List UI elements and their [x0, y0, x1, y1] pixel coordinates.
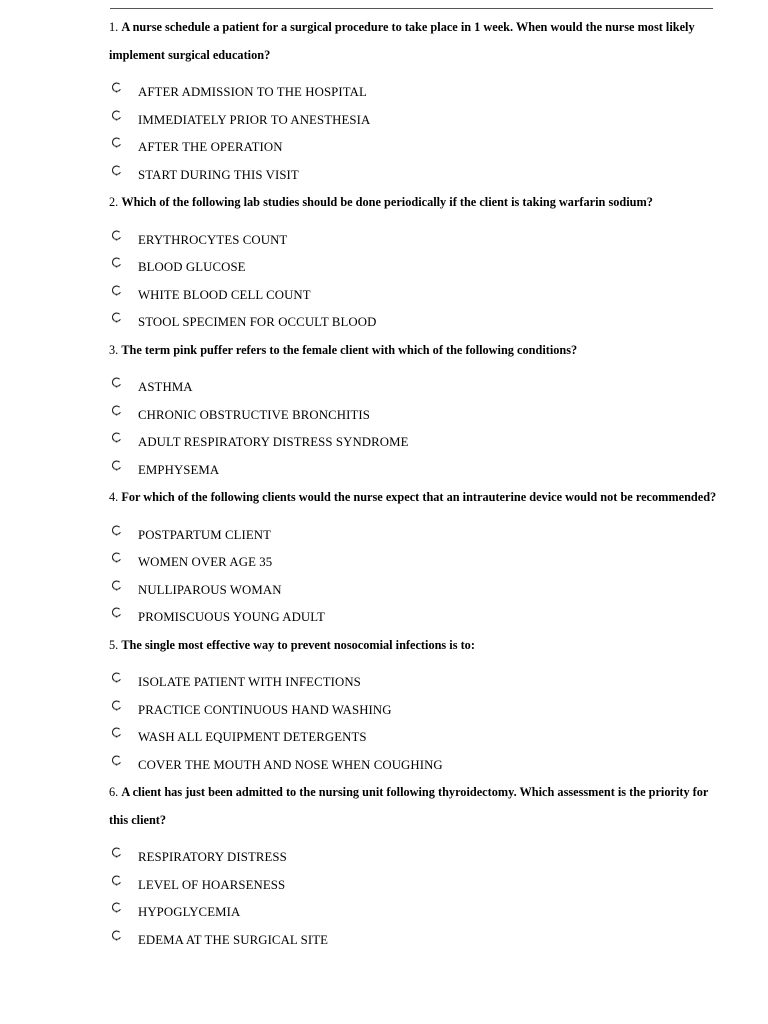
radio-button-icon[interactable]	[111, 285, 122, 296]
question-number: 3.	[109, 342, 119, 357]
radio-button-icon[interactable]	[111, 405, 122, 416]
radio-button-icon[interactable]	[111, 847, 122, 858]
question	[109, 779, 719, 954]
answer-option[interactable]	[109, 844, 719, 872]
answer-option[interactable]	[109, 309, 719, 337]
radio-button-icon[interactable]	[111, 755, 122, 766]
question-text	[109, 632, 719, 660]
answer-option[interactable]	[109, 899, 719, 927]
option-list	[109, 217, 719, 337]
answer-option[interactable]	[109, 872, 719, 900]
question	[109, 484, 719, 632]
radio-button-icon[interactable]	[111, 165, 122, 176]
radio-button-icon[interactable]	[111, 257, 122, 268]
option-list	[109, 659, 719, 779]
radio-button-icon[interactable]	[111, 460, 122, 471]
top-divider	[110, 8, 713, 9]
question-stem: Which of the following lab studies should be done periodically if the client is taking warfarin sodium?	[121, 195, 653, 209]
radio-button-icon[interactable]	[111, 525, 122, 536]
radio-button-icon[interactable]	[111, 137, 122, 148]
question-number: 2.	[109, 195, 119, 209]
answer-option-label: CHRONIC OBSTRUCTIVE BRONCHITIS	[138, 407, 370, 422]
answer-option-label: BLOOD GLUCOSE	[138, 260, 246, 275]
answer-option[interactable]	[109, 162, 719, 190]
question	[109, 189, 719, 337]
answer-option-label: WASH ALL EQUIPMENT DETERGENTS	[138, 730, 367, 745]
radio-button-icon[interactable]	[111, 580, 122, 591]
radio-button-icon[interactable]	[111, 875, 122, 886]
question-text	[109, 189, 719, 217]
radio-button-icon[interactable]	[111, 902, 122, 913]
answer-option-label: PRACTICE CONTINUOUS HAND WASHING	[138, 702, 392, 717]
answer-option[interactable]	[109, 669, 719, 697]
answer-option[interactable]	[109, 374, 719, 402]
answer-option-label: EDEMA AT THE SURGICAL SITE	[138, 932, 329, 947]
question-stem: A nurse schedule a patient for a surgical procedure to take place in 1 week. When would the nurse most likely implement surgical education?	[109, 20, 695, 62]
answer-option[interactable]	[109, 254, 719, 282]
answer-option[interactable]	[109, 724, 719, 752]
question	[109, 632, 719, 780]
answer-option[interactable]	[109, 134, 719, 162]
option-list	[109, 834, 719, 954]
radio-button-icon[interactable]	[111, 230, 122, 241]
answer-option-label: RESPIRATORY DISTRESS	[138, 850, 287, 865]
answer-option[interactable]	[109, 107, 719, 135]
answer-option[interactable]	[109, 402, 719, 430]
answer-option-label: START DURING THIS VISIT	[138, 167, 299, 182]
question-stem: For which of the following clients would the nurse expect that an intrauterine device would not be recommended?	[121, 490, 717, 504]
answer-option[interactable]	[109, 79, 719, 107]
question	[109, 14, 719, 189]
question-text	[109, 484, 719, 512]
answer-option-label: ADULT RESPIRATORY DISTRESS SYNDROME	[138, 435, 409, 450]
answer-option[interactable]	[109, 522, 719, 550]
question-stem: A client has just been admitted to the nursing unit following thyroidectomy. Which assessment is the priority for this client?	[109, 785, 709, 827]
radio-button-icon[interactable]	[111, 552, 122, 563]
radio-button-icon[interactable]	[111, 377, 122, 388]
answer-option[interactable]	[109, 697, 719, 725]
question-text	[109, 337, 719, 365]
answer-option[interactable]	[109, 227, 719, 255]
question-number: 5.	[109, 637, 119, 652]
radio-button-icon[interactable]	[111, 432, 122, 443]
answer-option-label: NULLIPAROUS WOMAN	[138, 582, 282, 597]
question-number: 6.	[109, 785, 119, 799]
question-number: 4.	[109, 490, 119, 504]
answer-option-label: ISOLATE PATIENT WITH INFECTIONS	[138, 675, 361, 690]
option-list	[109, 364, 719, 484]
answer-option-label: WHITE BLOOD CELL COUNT	[138, 287, 311, 302]
answer-option-label: HYPOGLYCEMIA	[138, 905, 241, 920]
question-stem: The term pink puffer refers to the female client with which of the following conditions?	[121, 342, 578, 357]
answer-option-label: PROMISCUOUS YOUNG ADULT	[138, 610, 325, 625]
answer-option[interactable]	[109, 752, 719, 780]
radio-button-icon[interactable]	[111, 672, 122, 683]
question-text	[109, 779, 719, 834]
radio-button-icon[interactable]	[111, 727, 122, 738]
answer-option-label: AFTER ADMISSION TO THE HOSPITAL	[138, 85, 367, 100]
answer-option-label: POSTPARTUM CLIENT	[138, 527, 272, 542]
option-list	[109, 512, 719, 632]
answer-option[interactable]	[109, 577, 719, 605]
question-text	[109, 14, 719, 69]
radio-button-icon[interactable]	[111, 930, 122, 941]
answer-option-label: AFTER THE OPERATION	[138, 140, 283, 155]
question-list	[109, 14, 719, 954]
answer-option[interactable]	[109, 457, 719, 485]
answer-option-label: ERYTHROCYTES COUNT	[138, 232, 288, 247]
radio-button-icon[interactable]	[111, 700, 122, 711]
radio-button-icon[interactable]	[111, 82, 122, 93]
answer-option-label: LEVEL OF HOARSENESS	[138, 877, 286, 892]
answer-option[interactable]	[109, 927, 719, 955]
answer-option[interactable]	[109, 604, 719, 632]
radio-button-icon[interactable]	[111, 110, 122, 121]
option-list	[109, 69, 719, 189]
answer-option-label: IMMEDIATELY PRIOR TO ANESTHESIA	[138, 112, 371, 127]
answer-option-label: ASTHMA	[138, 380, 193, 395]
answer-option-label: EMPHYSEMA	[138, 462, 220, 477]
radio-button-icon[interactable]	[111, 312, 122, 323]
question	[109, 337, 719, 485]
answer-option[interactable]	[109, 282, 719, 310]
question-number: 1.	[109, 20, 119, 34]
answer-option-label: STOOL SPECIMEN FOR OCCULT BLOOD	[138, 315, 377, 330]
radio-button-icon[interactable]	[111, 607, 122, 618]
answer-option-label: WOMEN OVER AGE 35	[138, 555, 273, 570]
question-stem: The single most effective way to prevent nosocomial infections is to:	[121, 637, 475, 652]
answer-option[interactable]	[109, 549, 719, 577]
answer-option-label: COVER THE MOUTH AND NOSE WHEN COUGHING	[138, 757, 443, 772]
answer-option[interactable]	[109, 429, 719, 457]
